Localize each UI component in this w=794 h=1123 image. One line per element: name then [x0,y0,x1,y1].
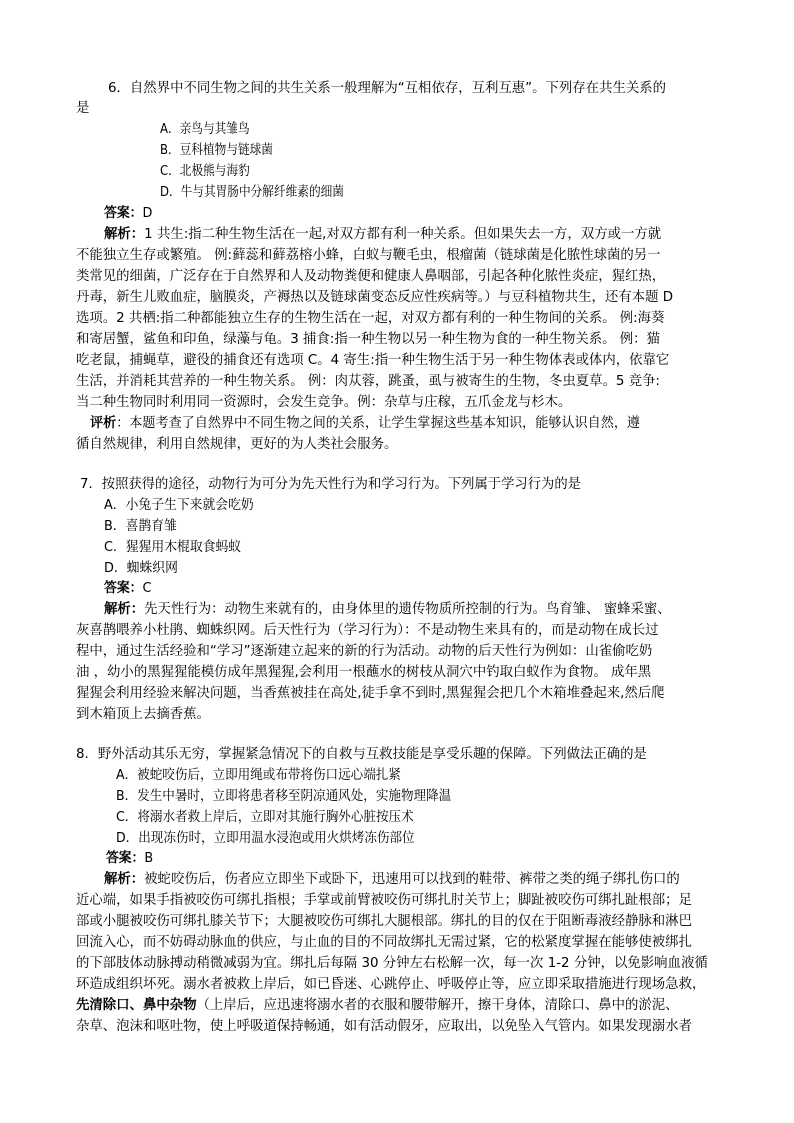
q8-answer-label: 答案： [106,851,145,866]
q8-option-d: D．出现冻伤时，立即用温水浸泡或用火烘烤冻伤部位 [116,831,415,846]
q8-analysis-line6: 环造成组织坏死。溺水者被救上岸后，如已昏迷、心跳停止、呼吸停止等，应立即采取措施进行现场急救， [76,977,706,992]
q6-analysis-line4: 丹毒，新生儿败血症，脑膜炎，产褥热以及链球菌变态反应性疾病等。）与豆科植物共生，还有本题 D [76,290,674,305]
q8-analysis-line4: 回流入心，而不妨碍动脉血的供应，与止血的目的不同故绑扎无需过紧，它的松紧度掌握在能够使被绑扎 [76,935,692,950]
q8-stem: 8．野外活动其乐无穷，掌握紧急情况下的自救与互救技能是享受乐趣的保障。下列做法正确的是 [76,747,647,762]
q6-analysis-line8: 生活，并消耗其营养的一种生物关系。 例：肉苁蓉，跳蚤，虱与被寄生的生物，冬虫夏草。5 竞争: [76,374,660,389]
q8-answer-value: B [144,851,154,866]
q8-analysis-line2: 近心端，如果手指被咬伤可绑扎指根；手掌或前臂被咬伤可绑扎肘关节上；脚趾被咬伤可绑扎趾根部；足 [76,893,692,908]
q6-option-b: B．豆科植物与链球菌 [160,143,273,158]
q8-tail-text: （上岸后，应迅速将溺水者的衣服和腰带解开，擦干身体，清除口、鼻中的淤泥、 [196,998,679,1013]
q7-analysis-line2: 灰喜鹊喂养小杜鹃、蜘蛛织网。后天性行为（学习行为）：不是动物生来具有的，而是动物在成长过 [76,623,659,638]
q7-analysis-text: 先天性行为：动物生来就有的，由身体里的遗传物质所控制的行为。鸟育雏、 蜜蜂采蜜、 [144,602,671,617]
q6-analysis-line7: 吃老鼠，捕蝇草，避役的捕食还有选项 C。4 寄生:指一种生物生活于另一种生物体表或体内，依靠它 [76,353,670,368]
q7-option-c: C．猩猩用木棍取食蚂蚁 [104,540,242,555]
q8-answer [106,848,726,870]
q6-stem-line1: 6．自然界中不同生物之间的共生关系一般理解为“互相依存，互利互惠”。下列存在共生关系的 [108,81,667,96]
q6-analysis-label: 解析： [104,227,145,242]
q6-answer-value: D [142,206,153,221]
q7-analysis-line4: 油 ，幼小的黑猩猩能模仿成年黑猩猩,会利用一根蘸水的树枝从洞穴中钓取白蚁作为食物。 成年黑 [76,665,652,680]
q7-answer-value: C [142,581,152,596]
q6-analysis-line3: 类常见的细菌，广泛存在于自然界和人及动物粪便和健康人鼻咽部，引起各种化脓性炎症，猩红热， [76,269,666,284]
q7-option-a: A．小兔子生下来就会吃奶 [104,498,254,513]
q8-analysis-line3: 部或小腿被咬伤可绑扎膝关节下；大腿被咬伤可绑扎大腿根部。绑扎的目的仅在于阻断毒液经静脉和淋巴 [76,914,692,929]
q8-analysis-line5: 的下部肢体动脉搏动稍微减弱为宜。绑扎后每隔 30 分钟左右松解一次，每一次 1-2 分钟，以免影响血液循 [76,956,708,971]
q8-bold-phrase: 先清除口、鼻中杂物 [76,998,197,1013]
q6-comment-text: ：本题考查了自然界中不同生物之间的关系，让学生掌握这些基本知识，能够认识自然，遵 [116,416,641,431]
q7-answer-label: 答案： [104,581,143,596]
q8-analysis-line1 [104,869,722,891]
q6-analysis-line2: 不能独立生存或繁殖。 例:藓蕊和藓荔榕小蜂，白蚁与鞭毛虫，根瘤菌（链球菌是化脓性球菌的另一 [76,248,661,263]
q6-option-d: D．牛与其胃肠中分解纤维素的细菌 [160,185,344,200]
q6-comment-line1 [90,413,726,435]
q6-answer-label: 答案： [104,206,143,221]
q8-analysis-line8: 杂草、泡沫和呕吐物，使上呼吸道保持畅通，如有活动假牙，应取出，以免坠入气管内。如果发现溺水者 [76,1019,692,1034]
q8-option-b: B．发生中暑时，立即将患者移至阴凉通风处，实施物理降温 [116,789,452,804]
q8-analysis-label: 解析： [104,872,145,887]
q6-stem-line2: 是 [76,101,90,116]
q7-option-b: B．喜鹊育雏 [104,519,177,534]
q6-analysis-line5: 选项。2 共栖:指二种都能独立生存的生物生活在一起，对双方都有利的一种生物间的关系。 例:海葵 [76,311,665,326]
q6-option-a: A．亲鸟与其雏鸟 [160,122,250,137]
q6-analysis-text: 1 共生:指二种生物生活在一起,对双方都有利一种关系。但如果失去一方，双方或一方就 [144,227,662,242]
q7-analysis-line1 [104,599,722,621]
q8-option-a: A．被蛇咬伤后，立即用绳或布带将伤口远心端扎紧 [116,768,401,783]
q6-analysis-line9: 当二种生物同时利用同一资源时，会发生竞争。例：杂草与庄稼，五爪金龙与杉木。 [76,395,572,410]
q7-stem: 7．按照获得的途径，动物行为可分为先天性行为和学习行为。下列属于学习行为的是 [80,477,581,492]
q7-analysis-label: 解析： [104,602,145,617]
q8-analysis-line7 [76,995,726,1017]
q7-analysis-line3: 程中，通过生活经验和“学习”逐渐建立起来的新的行为活动。动物的后天性行为例如：山雀偷吃奶 [76,644,653,659]
q7-analysis-line5: 猩猩会利用经验来解决问题，当香蕉被挂在高处,徒手拿不到时,黑猩猩会把几个木箱堆叠起来,然后爬 [76,686,665,701]
q8-option-c: C．将溺水者救上岸后，立即对其施行胸外心脏按压术 [116,810,414,825]
q6-analysis-line1 [104,224,722,246]
q6-option-c: C．北极熊与海豹 [160,164,250,179]
q6-comment-label: 评析 [90,416,117,431]
q7-answer [104,578,726,600]
q7-option-d: D．蜘蛛织网 [104,561,178,576]
q8-analysis-text: 被蛇咬伤后，伤者应立即坐下或卧下，迅速用可以找到的鞋带、裤带之类的绳子绑扎伤口的 [144,872,680,887]
q6-answer [104,203,726,225]
q6-comment-line2: 循自然规律，利用自然规律，更好的为人类社会服务。 [76,437,398,452]
q6-analysis-line6: 和寄居蟹，鲨鱼和印鱼，绿藻与龟。3 捕食:指一种生物以另一种生物为食的一种生物关系。 例：猫 [76,332,660,347]
q7-analysis-line6: 到木箱顶上去摘香蕉。 [76,707,210,722]
